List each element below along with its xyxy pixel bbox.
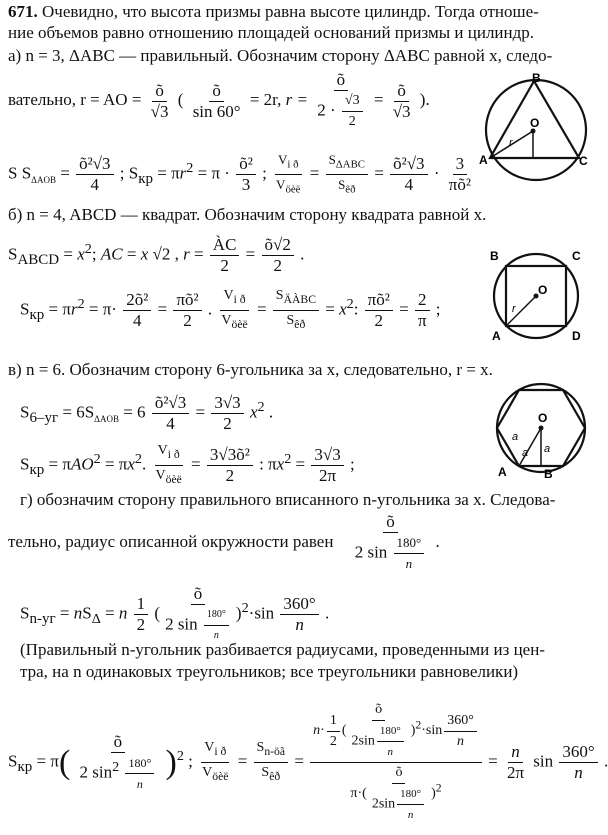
- circumscribed-circle: [486, 80, 586, 180]
- label-c-square: C: [572, 249, 581, 263]
- figure-triangle-in-circle: [476, 72, 604, 190]
- part-d-note-1: (Правильный n-угольник разбивается радиусами, проведенными из цен-: [20, 640, 545, 659]
- fraction-x-over-sin60: $\frac{õ}{\sin 60^\circ}$: [192, 80, 241, 121]
- part-b-line-3: $S_{кр} = \pi r^2 = \pi\cdot$ $\frac{\text{2õ²}}{4}$ = $\frac{\text{πõ²}}{2}$ . $\frac{V_{i ð}}{V_{öèë}}$ = $\frac{S_{ÄÀBC}}{S_{êð}}$ = $x^2$: $\frac{\text{πõ²}}{2}$ = $\frac{2}{\pi}$ ;: [20, 288, 441, 332]
- figure-hexagon-in-circle: [486, 378, 598, 480]
- label-r: r: [509, 137, 513, 149]
- part-d-line-3: $S_{n-уг} = nS_\Delta = n$ $\frac{1}{2}$ ( õ 2 sin $\frac{180^\circ}{n}$ )$^2$·sin $\frac{360^\circ}{n}$ .: [20, 583, 330, 641]
- part-d-line-1: г) обозначим сторону правильного вписанного n-угольника за x. Следова-: [20, 490, 556, 509]
- fraction-x-over-2sqrt3-2: õ 2 · $\frac{√3}{2}$: [314, 70, 367, 132]
- problem-number: 671.: [8, 2, 38, 21]
- label-a-lower-2: a: [522, 447, 529, 459]
- label-d-square: D: [572, 329, 581, 343]
- part-d-line-2: тельно, радиус описанной окружности равен õ 2 sin $\frac{180^\circ}{n}$ .: [8, 512, 440, 571]
- problem-intro-line-1: [8, 2, 539, 22]
- label-o-square: O: [538, 283, 548, 297]
- label-a-hex: A: [498, 465, 507, 479]
- part-c-line-1: в) n = 6. Обозначим сторону 6-угольника за x, следовательно, r = x.: [8, 360, 493, 379]
- figure-square-in-circle: [484, 248, 596, 346]
- label-a: A: [479, 153, 488, 167]
- part-a-line-3: S $S_{\Delta AOB}$ = $\frac{\text{õ²√3}}{4}$ ; $S_{кр} = \pi r^2 = \pi$ · $\frac{\text{õ²}}{3}$ ; $\frac{V_{i ð}}{V_{öèë}}$ = $\frac{S_{\Delta ABC}}{S_{êð}}$ = $\frac{\text{õ²√3}}{4}$ · $\frac{3}{\text{πõ²}}$: [8, 151, 471, 196]
- label-a-lower-3: a: [544, 443, 551, 455]
- part-c-line-3: $S_{кр} = \pi AO^2 = \pi x^2$. $\frac{V_{i ð}}{V_{öèë}}$ = $\frac{\text{3√3õ²}}{2}$ : $\pi x^2$ = $\frac{3√3}{2\pi}$ ;: [20, 443, 355, 487]
- label-o: O: [530, 116, 540, 130]
- part-b-line-1: б) n = 4, ABCD — квадрат. Обозначим сторону квадрата равной x.: [8, 205, 487, 224]
- label-b: B: [532, 71, 541, 85]
- intro-text-1: Очевидно, что высота призмы равна высоте цилиндр. Тогда отноше-: [42, 2, 539, 21]
- center-point-hexagon: [539, 426, 544, 431]
- part-a-line-2: вательно, r = AO = $\frac{õ}{√3}$ ( $\frac{õ}{\sin 60^\circ}$ = 2r, r = õ 2 · $\frac{√3}{2}$ = $\frac{õ}{√3}$ ).: [8, 70, 430, 132]
- radius-square: [506, 296, 536, 326]
- part-a-radius-prefix: вательно, r = AO =: [8, 89, 142, 109]
- label-c: C: [579, 154, 588, 168]
- label-b-hex: B: [544, 467, 553, 481]
- part-b-line-2: $S_{ABCD} = x^2$; AC = x √2 , r = $\frac{ÀC}{2}$ = $\frac{õ√2}{2}$ .: [8, 235, 305, 276]
- label-b-square: B: [490, 249, 499, 263]
- label-a-square: A: [492, 329, 501, 343]
- label-a-lower-1: a: [512, 431, 519, 443]
- fraction-x-over-sqrt3-b: $\frac{õ}{√3}$: [392, 80, 411, 121]
- fraction-x-over-sqrt3: $\frac{õ}{√3}$: [150, 80, 169, 121]
- label-o-hex: O: [538, 411, 548, 425]
- part-c-line-2: $S_{6-уг} = 6S_{\Delta AOB} = 6$ $\frac{\text{õ²√3}}{4}$ = $\frac{3√3}{2}$ $x^2$ .: [20, 393, 274, 434]
- part-d-final-formula: $S_{кр} = \pi$( õ 2 $\sin^2$ $\frac{180^\circ}{n}$ )$^2$ ; $\frac{V_{i ð}}{V_{öèë}}$ = $\frac{S_{n-öã}}{S_{êð}}$ = n· $\frac{1}{2}$ ( õ 2sin $\frac{180^\circ}{n}$ )$^2$·sin $\frac{360^\circ}{n}$ π·( õ 2sin $\frac{180^\circ}{n}$ )$^2$ = $\frac{n}{2\pi}$ sin $\frac{360^\circ}{n}$ .: [8, 702, 608, 822]
- part-d-note-2: тра, на n одинаковых треугольников; все треугольники равновелики): [20, 662, 519, 681]
- part-a-line-1: а) n = 3, ΔABC — правильный. Обозначим сторону ΔABC равной x, следо-: [8, 46, 553, 65]
- label-r-square: r: [512, 303, 516, 315]
- problem-intro-line-2: ние объемов равно отношению площадей оснований призмы и цилиндр.: [8, 23, 535, 42]
